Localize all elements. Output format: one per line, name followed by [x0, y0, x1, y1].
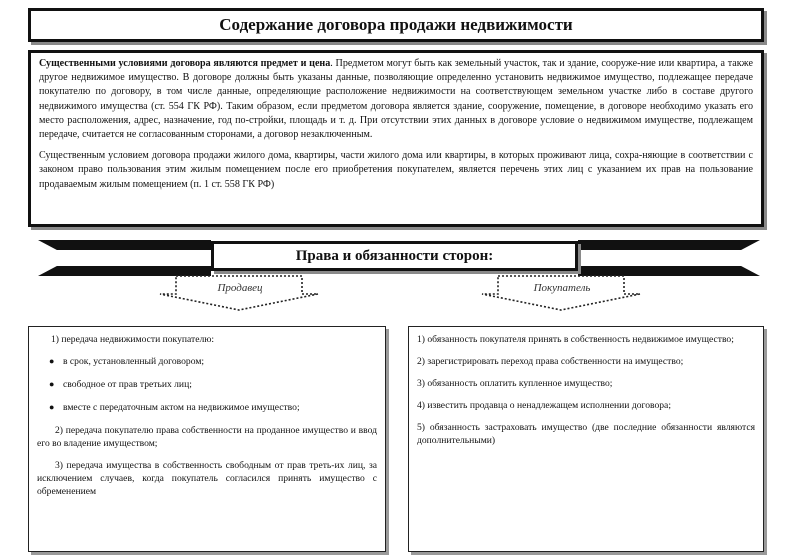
essential-conditions-box — [28, 50, 764, 227]
buyer-item: 3) обязанность оплатить купленное имущество; — [417, 378, 613, 389]
buyer-item: 4) известить продавца о ненадлежащем исполнении договора; — [417, 400, 671, 411]
buyer-item: 1) обязанность покупателя принять в собственность недвижимое имущество; — [417, 334, 734, 345]
seller-bullet — [37, 378, 377, 391]
rights-title: Права и обязанности сторон: — [211, 241, 578, 271]
seller-label: Продавец — [217, 282, 263, 294]
essential-paragraph-1-text: . Предметом могут быть как земельный участок, так и здание, сооруже-ние или квартира, а также другое недвижимое имущество. В договоре должны быть указаны данные, позволяющие определенно установить недвижимое имущество, подлежащее передаче покупателю по договору, в том числе данные, определяющие расположение недвижимости на соответствующем земельном участке либо в составе другого недвижимого имущества (ст. 554 ГК РФ). Таким образом, если предметом договора является здание, сооружение, помещение, в договоре необходимо указать его место расположения, адрес, назначение, год по-стройки, площадь и т. д. При отсутствии этих данных в договоре условие о недвижимом имуществе, подлежащем передаче, считается не согласованным сторонами, а договор незаключенным. — [39, 58, 753, 141]
seller-bullet-text: в срок, установленный договором; — [63, 356, 205, 367]
seller-bullet — [37, 355, 377, 368]
seller-bullet-text: вместе с передаточным актом на недвижимое имущество; — [63, 402, 300, 413]
seller-item-1: 1) передача недвижимости покупателю: — [51, 334, 215, 345]
buyer-label: Покупатель — [533, 282, 591, 294]
buyer-item: 5) обязанность застраховать имущество (две последние обязанности являются дополнительными) — [417, 422, 755, 446]
seller-item-3: 3) передача имущества в собственность свободным от прав треть-их лиц, за исключением случаев, когда покупатель согласился принять имущество с обременением — [37, 460, 377, 497]
seller-bullet-text: свободное от прав третьих лиц; — [63, 379, 192, 390]
seller-item-2: 2) передача покупателю права собственности на проданное имущество и ввод его во владение имуществом; — [37, 425, 377, 449]
bullet-icon: ● — [49, 356, 55, 366]
bullet-icon: ● — [49, 402, 55, 412]
bullet-icon: ● — [49, 379, 55, 389]
buyer-duties-box — [408, 326, 764, 552]
seller-bullet — [37, 401, 377, 414]
left-chevron-stripe — [52, 250, 211, 266]
right-chevron-stripe — [578, 250, 748, 266]
essential-paragraph-1 — [39, 57, 753, 142]
page-title: Содержание договора продажи недвижимости — [28, 8, 764, 42]
buyer-item: 2) зарегистрировать переход права собственности на имущество; — [417, 356, 684, 367]
essential-lead-bold: Существенными условиями договора являются предмет и цена — [39, 58, 331, 69]
seller-duties-box — [28, 326, 386, 552]
essential-paragraph-2: Существенным условием договора продажи жилого дома, квартиры, части жилого дома или квартиры, в которых проживают лица, сохра-няющие в соответствии с законом право пользования этим жилым помещением после его приобретения покупателем, является перечень этих лиц с указанием их прав на пользование продаваемым жилым помещением (п. 1 ст. 558 ГК РФ) — [39, 150, 753, 190]
